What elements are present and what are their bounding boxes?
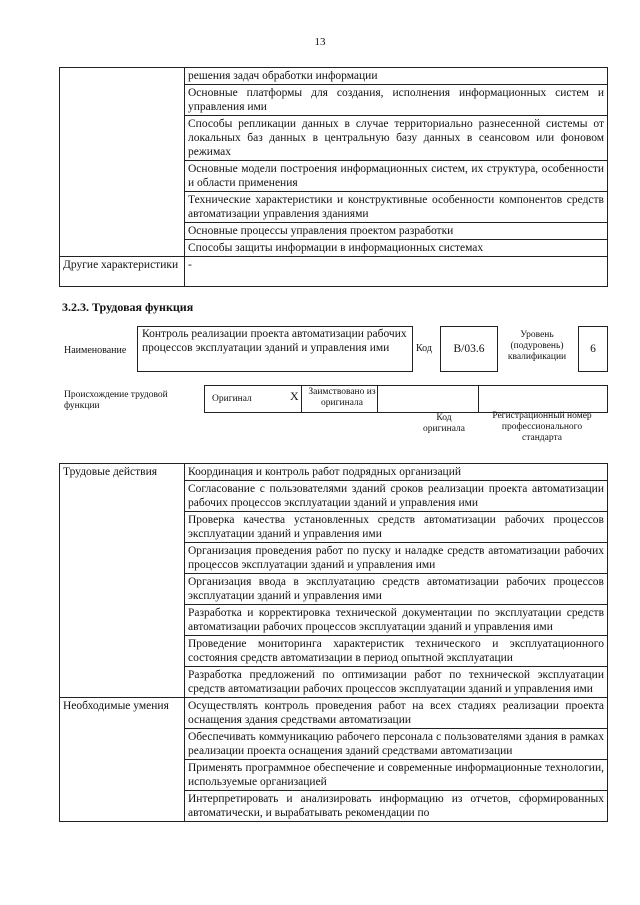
labor-action: Разработка и корректировка технической документации по эксплуатации средств автоматизации рабочих процессов эксплуатации зданий и управления ими bbox=[185, 605, 608, 636]
borrowed-label: Заимствовано из оригинала bbox=[308, 387, 376, 408]
knowledge-item: решения задач обработки информации bbox=[185, 68, 608, 85]
function-code: В/03.6 bbox=[453, 343, 485, 355]
name-label: Наименование bbox=[64, 345, 127, 356]
knowledge-item: Основные платформы для создания, исполнения информационных систем и управления ими bbox=[185, 85, 608, 116]
knowledge-item: Основные модели построения информационных систем, их структура, особенности и области применения bbox=[185, 161, 608, 192]
knowledge-item: Способы репликации данных в случае территориально разнесенной системы от локальных баз данных в центральную базу данных в сеансовом или фоновом режимах bbox=[185, 116, 608, 161]
page-number: 13 bbox=[314, 36, 326, 48]
function-name-box bbox=[137, 326, 413, 372]
labor-action: Разработка предложений по оптимизации работ по технической эксплуатации средств автоматизации рабочих процессов эксплуатации зданий и управления ими bbox=[185, 667, 608, 698]
level-label: Уровень (подуровень) квалификации bbox=[507, 330, 567, 362]
other-characteristics-value: - bbox=[185, 257, 608, 287]
required-skills-label: Необходимые умения bbox=[60, 698, 185, 822]
labor-actions-table bbox=[59, 463, 608, 822]
knowledge-item: Технические характеристики и конструктивные особенности компонентов средств автоматизации управления зданиями bbox=[185, 192, 608, 223]
skill-item: Осуществлять контроль проведения работ на всех стадиях реализации проекта оснащения здания средствами автоматизации bbox=[185, 698, 608, 729]
origin-label: Происхождение трудовой функции bbox=[64, 390, 168, 411]
code-label: Код bbox=[416, 343, 432, 354]
knowledge-item: Способы защиты информации в информационных системах bbox=[185, 240, 608, 257]
origin-box bbox=[204, 385, 608, 413]
code-original-caption: Код оригинала bbox=[423, 413, 465, 434]
original-mark: X bbox=[290, 389, 299, 403]
labor-action: Согласование с пользователями зданий сроков реализации проекта автоматизации рабочих процессов эксплуатации зданий и управления ими bbox=[185, 481, 608, 512]
labor-action: Проведение мониторинга характеристик технического и эксплуатационного состояния средств автоматизации в период опытной эксплуатации bbox=[185, 636, 608, 667]
labor-action: Проверка качества установленных средств автоматизации рабочих процессов эксплуатации зданий и управления ими bbox=[185, 512, 608, 543]
level-value: 6 bbox=[590, 343, 596, 355]
labor-action: Организация проведения работ по пуску и наладке средств автоматизации рабочих процессов эксплуатации зданий и управления ими bbox=[185, 543, 608, 574]
skill-item: Обеспечивать коммуникацию рабочего персонала с пользователями здания в рамках реализации проекта оснащения зданий средствами автоматизации bbox=[185, 729, 608, 760]
reg-number-caption: Регистрационный номер профессионального стандарта bbox=[492, 411, 592, 443]
skill-item: Интерпретировать и анализировать информацию из отчетов, сформированных автоматически, и вырабатывать рекомендации по bbox=[185, 791, 608, 822]
original-label: Оригинал bbox=[212, 394, 252, 404]
level-value-box bbox=[578, 326, 608, 372]
function-code-box bbox=[440, 326, 498, 372]
function-name: Контроль реализации проекта автоматизации рабочих процессов эксплуатации зданий и управления ими bbox=[142, 328, 407, 354]
empty-label-cell bbox=[60, 68, 185, 257]
skill-item: Применять программное обеспечение и современные информационные технологии, используемые организацией bbox=[185, 760, 608, 791]
knowledge-item: Основные процессы управления проектом разработки bbox=[185, 223, 608, 240]
labor-actions-label: Трудовые действия bbox=[60, 464, 185, 698]
other-characteristics-label: Другие характеристики bbox=[60, 257, 185, 287]
labor-action: Организация ввода в эксплуатацию средств автоматизации рабочих процессов эксплуатации зданий и управления ими bbox=[185, 574, 608, 605]
section-title: 3.2.3. Трудовая функция bbox=[62, 300, 194, 314]
labor-action: Координация и контроль работ подрядных организаций bbox=[185, 464, 608, 481]
knowledge-table bbox=[59, 67, 608, 287]
